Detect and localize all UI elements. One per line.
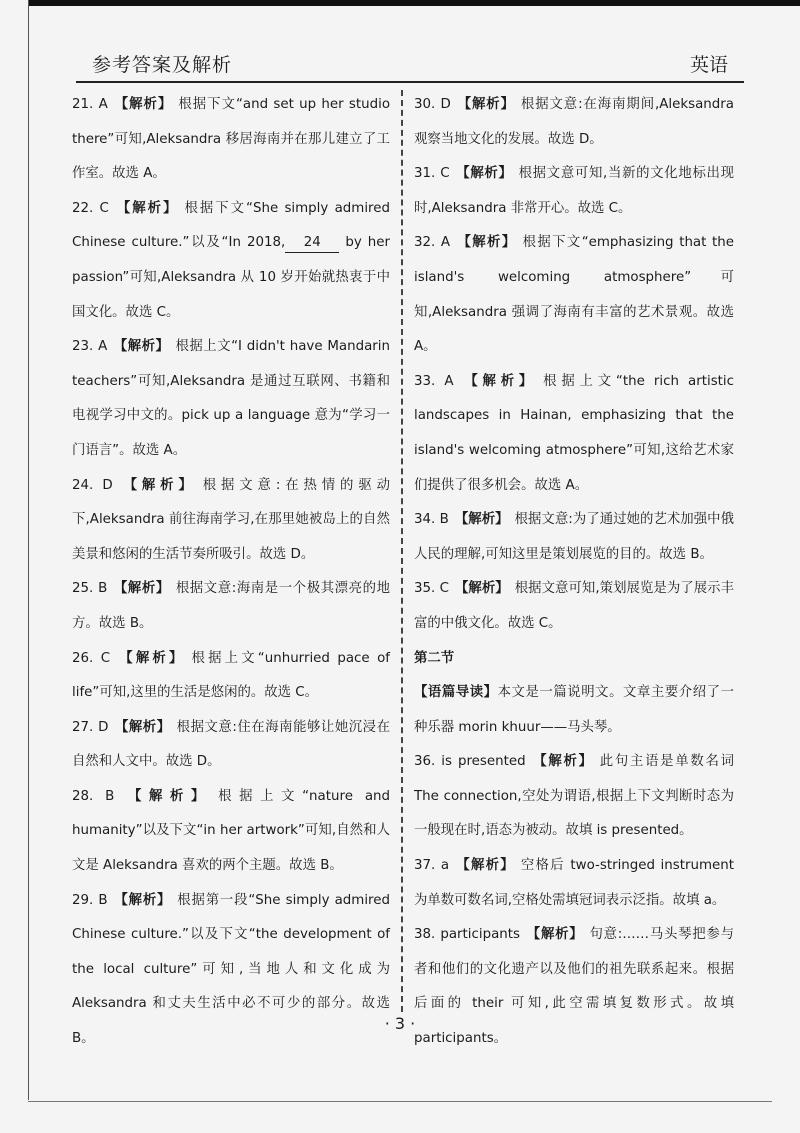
answer-number: 21. A: [72, 97, 108, 112]
header-rule: [76, 81, 744, 83]
answer-30: [414, 88, 734, 157]
answer-25: [72, 572, 390, 641]
answer-23: [72, 330, 390, 468]
right-column: [414, 88, 734, 1057]
answer-34: [414, 503, 734, 572]
answer-35: [414, 572, 734, 641]
analysis-tag: 【解析】: [456, 97, 515, 112]
answer-38: [414, 918, 734, 1056]
answer-number: 33. A: [414, 373, 454, 389]
top-bar: [28, 0, 800, 6]
answer-text: 根据第一段“She simply admired Chinese culture.”以及下文“the development of the local culture”可知,当地人和文化成为 Aleksandra 和丈夫生活中必不可少的部分。故选 B。: [72, 892, 391, 1047]
analysis-tag: 【解析】: [114, 200, 179, 216]
left-border: [28, 0, 29, 1100]
analysis-tag: 【解析】: [455, 166, 513, 182]
answer-number: 32. A: [414, 235, 451, 251]
answer-text: 根据文意:在海南期间,Aleksandra 观察当地文化的发展。故选 D。: [414, 97, 734, 147]
answer-text: 根据下文“emphasizing that the island's welcoming atmosphere”可知,Aleksandra 强调了海南有丰富的艺术景观。故选 A。: [414, 235, 735, 355]
answer-22: [72, 192, 390, 330]
answer-number: 29. B: [72, 892, 108, 908]
answer-number: 37. a: [414, 858, 450, 874]
column-divider: [401, 90, 403, 1012]
answer-number: 28. B: [72, 788, 115, 804]
analysis-tag: 【解析】: [113, 892, 172, 908]
analysis-tag: 【解析】: [116, 650, 186, 666]
guide-label: 【语篇导读】: [414, 685, 498, 701]
answer-text: 根据上文“the rich artistic landscapes in Hainan, emphasizing that the island's welcoming atmosphere”可知,这给艺术家们提供了很多机会。故选 A。: [414, 373, 735, 493]
analysis-tag: 【解析】: [120, 788, 213, 804]
analysis-tag: 【解析】: [531, 754, 594, 770]
fill-blank: 24: [285, 234, 339, 253]
answer-text: 空格后 two-stringed instrument 为单数可数名词,空格处需填冠词表示泛指。故填 a。: [414, 858, 734, 908]
answer-24: [72, 469, 390, 573]
section-heading: 第二节: [414, 650, 455, 666]
answer-number: 36. is presented: [414, 754, 526, 770]
left-column: [72, 88, 390, 1057]
analysis-tag: 【解析】: [526, 927, 584, 943]
answer-text: 句意:……马头琴把参与者和他们的文化遗产以及他们的祖先联系起来。根据后面的 their 可知,此空需填复数形式。故填 participants。: [414, 927, 735, 1047]
analysis-tag: 【解析】: [456, 235, 517, 251]
answer-number: 27. D: [72, 719, 109, 735]
answer-number: 38. participants: [414, 927, 521, 943]
answer-number: 30. D: [414, 97, 451, 112]
guide-text: 本文是一篇说明文。文章主要介绍了一种乐器 morin khuur——马头琴。: [414, 685, 735, 735]
answer-text: 根据上文“I didn't have Mandarin teachers”可知,Aleksandra 是通过互联网、书籍和电视学习中文的。pick up a language 意为“学习一门语言”。故选 A。: [72, 339, 391, 458]
analysis-tag: 【解析】: [118, 477, 197, 493]
answer-text: 根据文意:在热情的驱动下,Aleksandra 前往海南学习,在那里她被岛上的自然美景和悠闲的生活节奏所吸引。故选 D。: [72, 477, 390, 562]
answer-31: [414, 157, 734, 226]
answer-27: [72, 711, 390, 780]
analysis-tag: 【解析】: [113, 339, 170, 355]
answer-text: 根据文意:海南是一个极其漂亮的地方。故选 B。: [72, 581, 390, 631]
answer-number: 24. D: [72, 477, 113, 493]
answer-text: 根据下文“and set up her studio there”可知,Aleksandra 移居海南并在那儿建立了工作室。故选 A。: [72, 97, 391, 182]
header-title: 参考答案及解析: [92, 54, 233, 76]
answer-32: [414, 226, 734, 364]
answer-text: 根据文意:为了通过她的艺术加强中俄人民的理解,可知这里是策划展览的目的。故选 B。: [414, 512, 734, 562]
answer-21: [72, 88, 390, 192]
answer-text: 根据文意:住在海南能够让她沉浸在自然和人文中。故选 D。: [72, 719, 391, 770]
answer-28: [72, 780, 390, 884]
analysis-tag: 【解析】: [113, 581, 170, 597]
analysis-tag: 【解析】: [454, 512, 509, 528]
analysis-tag: 【解析】: [459, 373, 538, 389]
answer-text: 根据下文“She simply admired Chinese culture.”以及“In 2018,: [72, 200, 391, 251]
answer-number: 22. C: [72, 200, 109, 216]
analysis-tag: 【解析】: [455, 858, 515, 874]
answer-text: by her passion”可知,Aleksandra 从 10 岁开始就热衷于中国文化。故选 C。: [72, 235, 391, 320]
analysis-tag: 【解析】: [454, 581, 509, 597]
header-subject: 英语: [689, 54, 728, 76]
page-number: · 3 ·: [384, 1014, 416, 1033]
answer-number: 35. C: [414, 581, 449, 597]
answer-36: [414, 745, 734, 849]
answer-text: 根据文意可知,当新的文化地标出现时,Aleksandra 非常开心。故选 C。: [414, 166, 734, 216]
answer-text: 根据文意可知,策划展览是为了展示丰富的中俄文化。故选 C。: [414, 581, 734, 631]
passage-guide: [414, 676, 734, 745]
answer-text: 根据上文“nature and humanity”以及下文“in her artwork”可知,自然和人文是 Aleksandra 喜欢的两个主题。故选 B。: [72, 788, 391, 874]
answer-number: 26. C: [72, 650, 111, 666]
analysis-tag: 【解析】: [113, 97, 173, 112]
bottom-rule: [28, 1101, 772, 1102]
answer-26: [72, 642, 390, 711]
answer-text: 根据上文“unhurried pace of life”可知,这里的生活是悠闲的。故选 C。: [72, 650, 390, 701]
answer-number: 31. C: [414, 166, 450, 182]
answer-number: 34. B: [414, 512, 449, 528]
answer-number: 23. A: [72, 339, 108, 355]
answer-37: [414, 849, 734, 918]
analysis-tag: 【解析】: [114, 719, 171, 735]
answer-33: [414, 365, 734, 503]
answer-number: 25. B: [72, 581, 108, 597]
answer-text: 此句主语是单数名词 The connection,空处为谓语,根据上下文判断时态为一般现在时,语态为被动。故填 is presented。: [414, 754, 735, 839]
